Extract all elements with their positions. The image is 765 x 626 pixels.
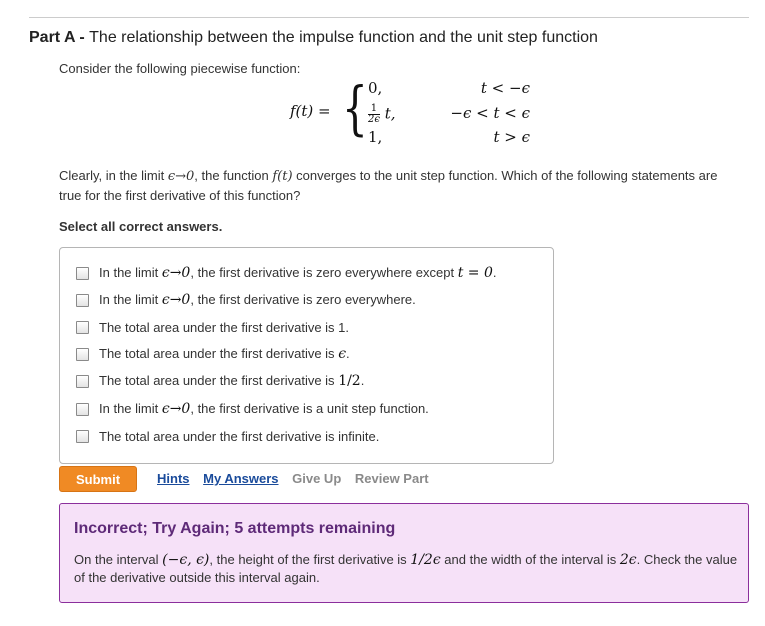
piecewise-condition-2: −ϵ < t < ϵ xyxy=(450,104,530,122)
answer-choices xyxy=(59,247,554,464)
piecewise-value-3: 1, xyxy=(368,128,383,146)
piecewise-condition-1: t < −ϵ xyxy=(480,79,530,97)
part-separator: - xyxy=(74,29,90,46)
answer-text: In the limit xyxy=(99,292,162,307)
answer-label xyxy=(99,292,416,308)
my-answers-link[interactable]: My Answers xyxy=(203,471,279,486)
select-all-instruction: Select all correct answers. xyxy=(59,219,223,234)
question-math: ϵ→0 xyxy=(167,169,195,184)
answer-label xyxy=(99,401,429,417)
answer-choice[interactable] xyxy=(76,344,350,364)
answer-checkbox[interactable] xyxy=(76,430,89,443)
answer-text: . xyxy=(346,346,350,361)
feedback-math: (−ϵ, ϵ) xyxy=(162,552,210,568)
piecewise-value-2 xyxy=(368,104,396,125)
submit-button[interactable]: Submit xyxy=(59,466,137,492)
feedback-math: 1/2ϵ xyxy=(410,552,441,568)
give-up-link[interactable]: Give Up xyxy=(292,471,342,486)
review-part-link[interactable]: Review Part xyxy=(354,471,429,486)
fraction-numerator: 1 xyxy=(368,104,380,115)
answer-text: The total area under the first derivative is xyxy=(99,373,339,388)
intro-text: Consider the following piecewise function: xyxy=(59,61,301,76)
answer-label xyxy=(99,265,496,281)
answer-math: ϵ→0 xyxy=(161,265,191,281)
top-divider xyxy=(29,17,749,18)
answer-text: , the first derivative is a unit step function. xyxy=(190,401,429,416)
part-title xyxy=(29,29,598,47)
answer-choice[interactable] xyxy=(76,263,496,283)
answer-label xyxy=(99,346,350,362)
piecewise-brace: { xyxy=(342,74,368,142)
piecewise-value-1: 0, xyxy=(368,79,383,97)
feedback-part: and the width of the interval is xyxy=(440,552,620,567)
feedback-math: 2ϵ xyxy=(619,552,637,568)
answer-checkbox[interactable] xyxy=(76,267,89,280)
feedback-part: . Check the value of the derivative outside this interval again. xyxy=(74,552,738,585)
action-links xyxy=(157,471,439,486)
answer-checkbox[interactable] xyxy=(76,348,89,361)
feedback-part: On the interval xyxy=(74,552,163,567)
question-part: Clearly, in the limit xyxy=(59,168,168,183)
piecewise-function xyxy=(290,76,530,151)
answer-text: . xyxy=(492,265,497,280)
answer-label xyxy=(99,373,364,389)
fraction xyxy=(368,104,380,125)
answer-checkbox[interactable] xyxy=(76,375,89,388)
question-part: converges to the unit step function. Which of the following statements are true for the first derivative of this function? xyxy=(59,168,718,203)
question-math: f(t) xyxy=(272,169,293,184)
question-text xyxy=(59,166,719,205)
answer-math: t = 0 xyxy=(457,265,493,281)
piecewise-condition-3: t > ϵ xyxy=(493,128,530,146)
feedback-part: , the height of the first derivative is xyxy=(209,552,411,567)
value-tail: t, xyxy=(379,104,396,123)
question-part: , the function xyxy=(194,168,273,183)
piecewise-lhs: f(t) = xyxy=(290,102,331,120)
feedback-panel xyxy=(59,503,749,603)
answer-choice[interactable] xyxy=(76,317,349,337)
answer-text: , the first derivative is zero everywhere except xyxy=(190,265,458,280)
answer-text: . xyxy=(360,373,365,388)
part-label: Part A xyxy=(29,29,75,46)
answer-math: ϵ→0 xyxy=(161,401,191,417)
answer-text: , the first derivative is zero everywhere. xyxy=(190,292,416,307)
answer-text: In the limit xyxy=(99,401,162,416)
part-title-text: The relationship between the impulse function and the unit step function xyxy=(89,29,598,46)
feedback-text xyxy=(74,551,739,587)
answer-choice[interactable] xyxy=(76,371,364,391)
answer-text: The total area under the first derivative is xyxy=(99,346,339,361)
answer-math: ϵ xyxy=(338,346,347,362)
feedback-title: Incorrect; Try Again; 5 attempts remaining xyxy=(74,520,396,537)
answer-checkbox[interactable] xyxy=(76,403,89,416)
answer-checkbox[interactable] xyxy=(76,321,89,334)
hints-link[interactable]: Hints xyxy=(157,471,190,486)
answer-checkbox[interactable] xyxy=(76,294,89,307)
answer-text: In the limit xyxy=(99,265,162,280)
answer-label: The total area under the first derivative is infinite. xyxy=(99,428,380,444)
answer-label: The total area under the first derivative is 1. xyxy=(99,319,350,335)
answer-math: ϵ→0 xyxy=(161,292,191,308)
answer-choice[interactable] xyxy=(76,290,416,310)
answer-choice[interactable] xyxy=(76,426,379,446)
answer-choice[interactable] xyxy=(76,399,429,419)
answer-math: 1/2 xyxy=(338,373,361,389)
fraction-denominator: 2ϵ xyxy=(368,114,380,125)
